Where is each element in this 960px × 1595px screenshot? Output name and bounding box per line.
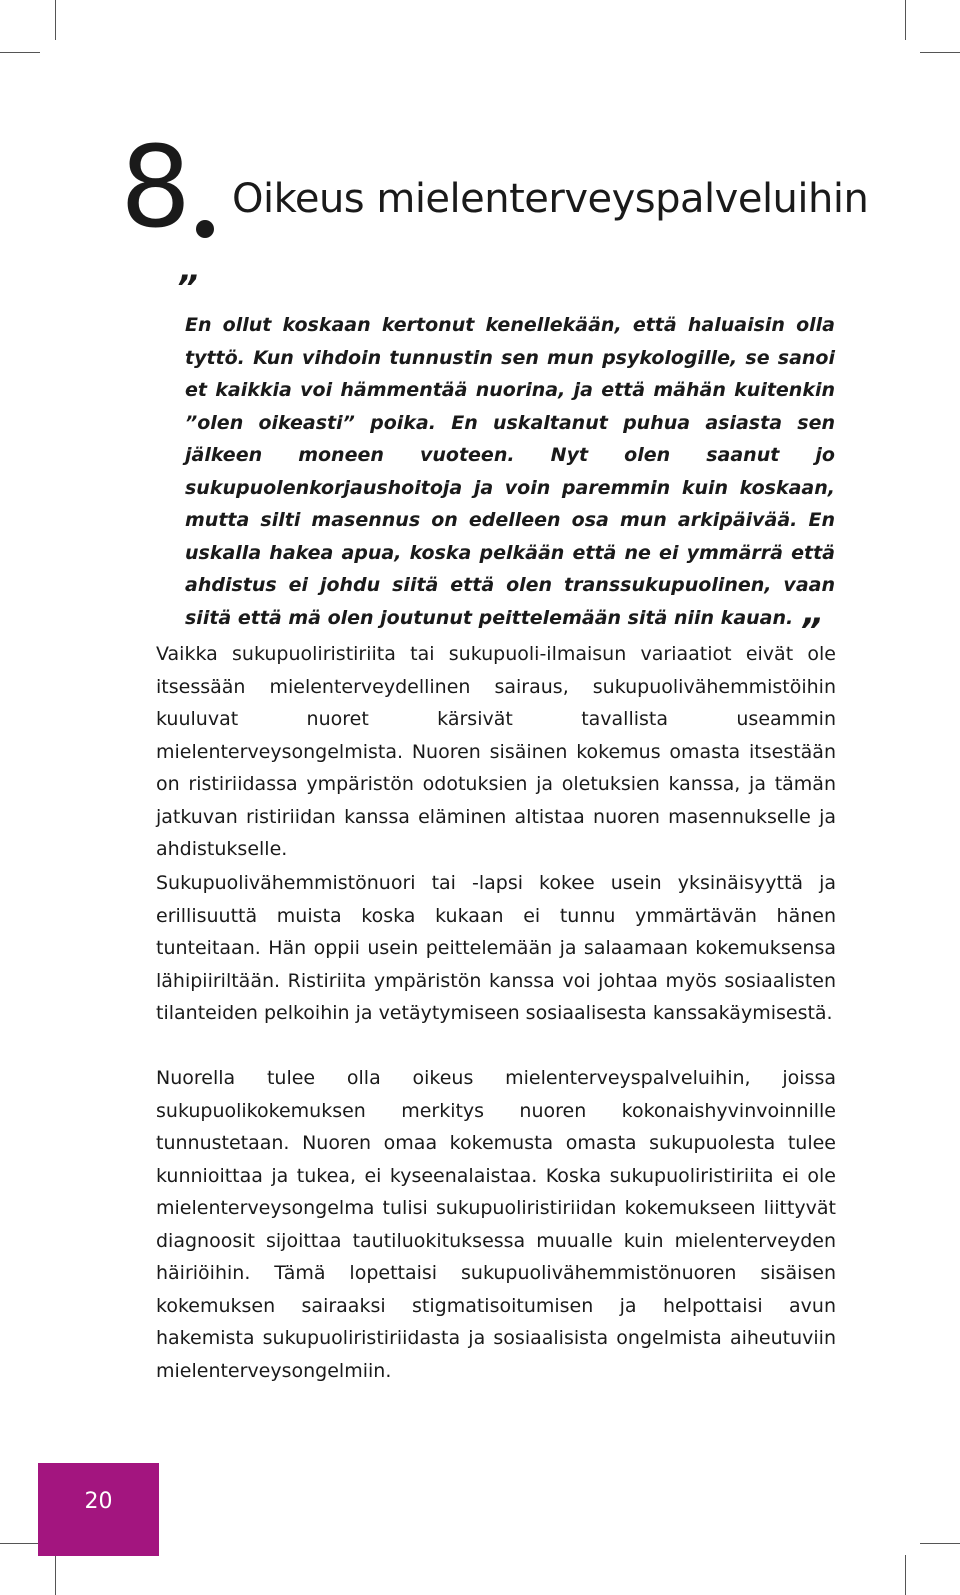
crop-mark (0, 1543, 40, 1544)
chapter-number-dot (196, 220, 214, 238)
crop-mark (55, 1555, 56, 1595)
testimonial-quote (185, 309, 835, 651)
chapter-title: Oikeus mielenterveyspalveluihin (232, 176, 869, 222)
quote-text: En ollut koskaan kertonut kenellekään, että haluaisin olla tyttö. Kun vihdoin tunnustin sen mun psykologille, se sanoi et kaikkia voi hämmentää nuorina, ja että mähän kuitenkin ”olen oikeasti” poika. En uskaltanut puhua asiasta sen jälkeen moneen vuoteen. Nyt olen saanut jo sukupuolenkorjaushoitoja ja voin paremmin kuin koskaan, mutta silti masennus on edelleen osa mun arkipäivää. En uskalla hakea apua, koska pelkään että ne ei ymmärrä että ahdistus ei johdu siitä että olen transsukupuolinen, vaan siitä että mä olen joutunut peittelemään sitä niin kauan. (185, 314, 835, 629)
crop-mark (55, 0, 56, 40)
page-number-box (38, 1463, 159, 1556)
chapter-number: 8 (120, 123, 188, 253)
quote-open-mark: ” (176, 268, 198, 308)
crop-mark (0, 52, 40, 53)
crop-mark (920, 52, 960, 53)
crop-mark (920, 1543, 960, 1544)
body-paragraph: Vaikka sukupuoliristiriita tai sukupuoli-ilmaisun variaatiot eivät ole itsessään mielenterveydellinen sairaus, sukupuolivähemmistöihin kuuluvat nuoret kärsivät tavallista useammin mielenterveysongelmista. Nuoren sisäinen kokemus omasta itsestään on ristiriidassa ympäristön odotuksien ja oletuksien kanssa, ja tämän jatkuvan ristiriidan kanssa eläminen altistaa nuoren masennukselle ja ahdistukselle. (156, 643, 836, 860)
body-paragraph: Nuorella tulee olla oikeus mielenterveyspalveluihin, joissa sukupuolikokemuksen merkitys nuoren kokonaishyvinvoinnille tunnustetaan. Nuoren omaa kokemusta omasta sukupuolesta tulee kunnioittaa ja tukea, ei kyseenalaistaa. Koska sukupuoliristiriita ei ole mielenterveysongelma tulisi sukupuoliristiriidan kokemukseen liittyvät diagnoosit sijoittaa tautiluokituksessa muualle kuin mielenterveyden häiriöihin. Tämä lopettaisi sukupuolivähemmistönuoren sisäisen kokemuksen sairaaksi stigmatisoitumisen ja helpottaisi avun hakemista sukupuoliristiriidasta ja sosiaalisista ongelmista aiheutuviin mielenterveysongelmiin. (156, 1067, 836, 1382)
quote-close-mark: ” (799, 610, 822, 651)
chapter-heading (120, 123, 869, 258)
crop-mark (905, 0, 906, 40)
crop-mark (905, 1555, 906, 1595)
page-number: 20 (84, 1489, 113, 1514)
body-paragraph: Sukupuolivähemmistönuori tai -lapsi kokee usein yksinäisyyttä ja erillisuuttä muista koska kukaan ei tunnu ymmärtävän hänen tunteitaan. Hän oppii usein peittelemään ja salaamaan kokemuksensa lähipiiriltään. Ristiriita ympäristön kanssa voi johtaa myös sosiaalisten tilanteiden pelkoihin ja vetäytymiseen sosiaalisesta kanssakäymisestä. (156, 872, 836, 1024)
